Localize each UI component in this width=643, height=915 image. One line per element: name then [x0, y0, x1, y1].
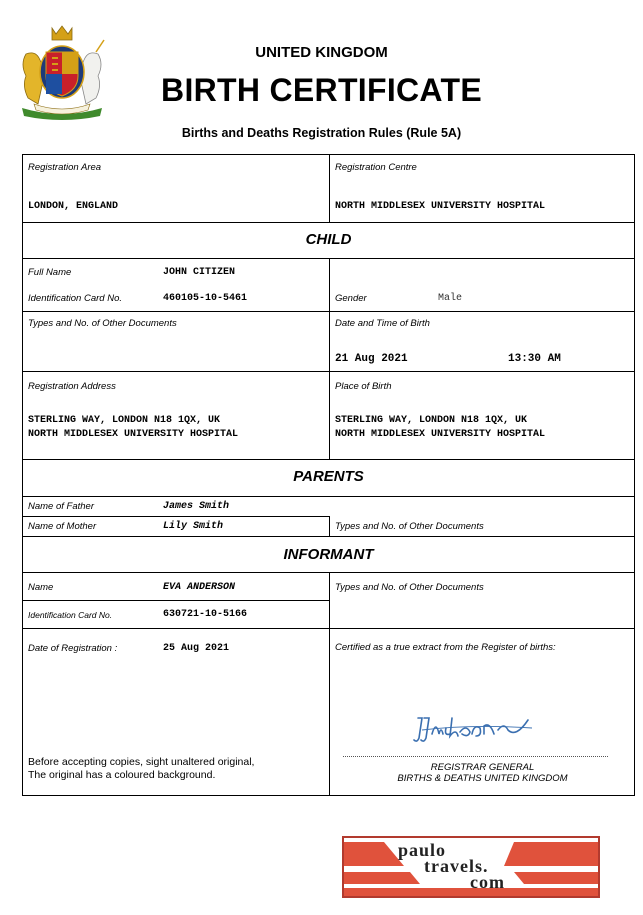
- divider: [329, 516, 330, 536]
- divider: [22, 516, 329, 517]
- mother-name-label: Name of Mother: [28, 521, 97, 532]
- informant-name-value: EVA ANDERSON: [163, 582, 236, 593]
- place-of-birth-line1: STERLING WAY, LONDON N18 1QX, UK: [335, 415, 528, 426]
- registration-centre-value: NORTH MIDDLESEX UNIVERSITY HOSPITAL: [335, 201, 546, 212]
- divider: [22, 496, 635, 497]
- parents-other-docs-label: Types and No. of Other Documents: [335, 521, 484, 532]
- divider: [22, 600, 329, 601]
- father-name-label: Name of Father: [28, 501, 94, 512]
- country-heading: UNITED KINGDOM: [255, 44, 388, 61]
- divider: [22, 222, 635, 223]
- registrar-title-line1: REGISTRAR GENERAL: [430, 762, 535, 773]
- informant-id-label: Identification Card No.: [28, 610, 113, 620]
- divider: [22, 536, 635, 537]
- registration-address-line2: NORTH MIDDLESEX UNIVERSITY HOSPITAL: [28, 429, 239, 440]
- document-title: BIRTH CERTIFICATE: [161, 72, 482, 108]
- note-line1: Before accepting copies, sight unaltered original,: [28, 756, 255, 768]
- informant-section-heading: INFORMANT: [283, 546, 374, 563]
- logo-text-line2: travels.: [424, 856, 489, 876]
- date-of-registration-value: 25 Aug 2021: [163, 643, 230, 654]
- gender-value: Male: [438, 293, 463, 304]
- registration-area-label: Registration Area: [28, 162, 102, 173]
- child-full-name-label: Full Name: [28, 267, 72, 278]
- registration-address-line1: STERLING WAY, LONDON N18 1QX, UK: [28, 415, 221, 426]
- logo-text-line3: com: [470, 872, 505, 892]
- informant-other-docs-label: Types and No. of Other Documents: [335, 582, 484, 593]
- paulo-travels-logo: [342, 836, 600, 898]
- child-id-label: Identification Card No.: [28, 293, 122, 304]
- dob-time-value: 13:30 AM: [508, 353, 561, 365]
- place-of-birth-line2: NORTH MIDDLESEX UNIVERSITY HOSPITAL: [335, 429, 546, 440]
- logo-text-line1: paulo: [398, 840, 447, 860]
- child-section-heading: CHILD: [305, 231, 352, 248]
- registration-centre-label: Registration Centre: [335, 162, 417, 173]
- child-id-value: 460105-10-5461: [163, 293, 248, 304]
- child-full-name-value: JOHN CITIZEN: [163, 267, 236, 278]
- dob-label: Date and Time of Birth: [335, 318, 430, 329]
- signature-line: [343, 756, 608, 757]
- dob-date-value: 21 Aug 2021: [335, 353, 408, 365]
- informant-name-label: Name: [28, 582, 54, 593]
- registrar-title-line2: BIRTHS & DEATHS UNITED KINGDOM: [397, 773, 568, 784]
- registration-area-value: LONDON, ENGLAND: [28, 201, 119, 212]
- certified-statement: Certified as a true extract from the Register of births:: [335, 642, 556, 653]
- parents-section-heading: PARENTS: [293, 468, 364, 485]
- note-line2: The original has a coloured background.: [28, 769, 216, 781]
- divider: [22, 459, 635, 460]
- rule-subtitle: Births and Deaths Registration Rules (Rule 5A): [181, 126, 462, 140]
- informant-id-value: 630721-10-5166: [163, 609, 248, 620]
- father-name-value: James Smith: [163, 501, 230, 512]
- registration-address-label: Registration Address: [28, 381, 116, 392]
- place-of-birth-label: Place of Birth: [335, 381, 392, 392]
- registrar-signature: [412, 710, 537, 746]
- divider: [329, 154, 330, 222]
- child-other-docs-label: Types and No. of Other Documents: [28, 318, 177, 329]
- date-of-registration-label: Date of Registration :: [28, 643, 118, 654]
- gender-label: Gender: [335, 293, 367, 304]
- divider: [329, 258, 330, 459]
- mother-name-value: Lily Smith: [163, 521, 224, 532]
